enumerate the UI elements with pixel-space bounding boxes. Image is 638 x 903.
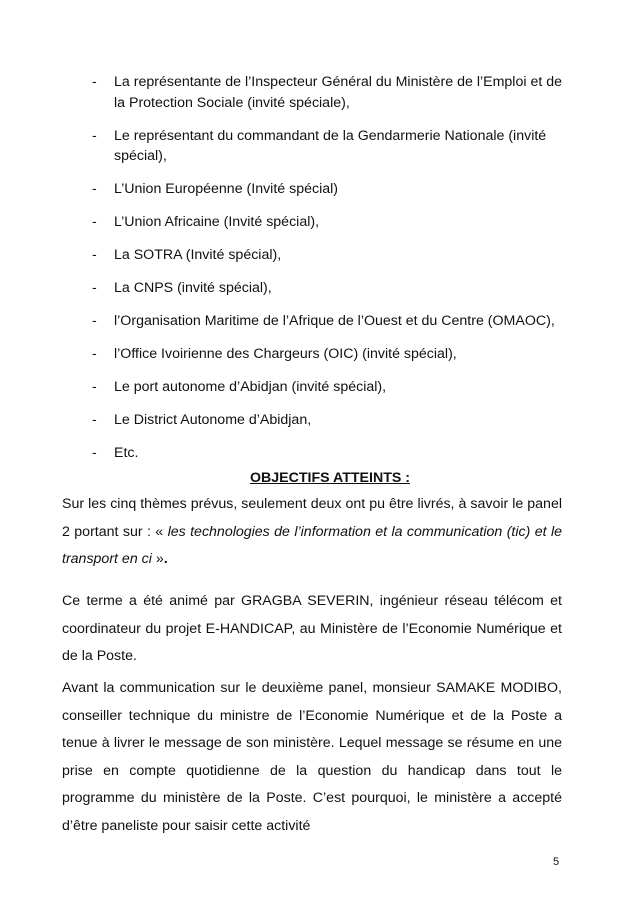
list-item-text: La représentante de l’Inspecteur Général du Ministère de l’Emploi et de la Protection Sociale (invité spéciale), <box>114 74 562 111</box>
paragraph-ministry: Avant la communication sur le deuxième panel, monsieur SAMAKE MODIBO, conseiller technique du ministre de l’Economie Numérique et de la Poste a tenue à livrer le message de son ministère. Lequel message se résume en une prise en compte quotidienne de la question du handicap dans tout le programme du ministère de la Poste. C’est pourquoi, le ministère a accepté d’être paneliste pour saisir cette activité <box>62 680 562 834</box>
paragraph-quote: les technologies de l’information et la communication (tic) et le transport en ci <box>62 523 562 568</box>
quote-close: » <box>155 551 164 568</box>
page-number: 5 <box>553 856 560 868</box>
list-item-text: Le District Autonome d’Abidjan, <box>114 412 312 428</box>
paragraph-end: . <box>163 551 168 568</box>
list-item <box>92 443 562 464</box>
list-item <box>92 344 562 365</box>
list-item <box>92 278 562 299</box>
list-item <box>92 410 562 431</box>
list-bullet: - <box>92 445 97 461</box>
list-item <box>92 72 562 113</box>
list-bullet: - <box>92 247 97 263</box>
list-item-text: l’Office Ivoirienne des Chargeurs (OIC) (invité spécial), <box>114 346 457 362</box>
list-item <box>92 377 562 398</box>
list-bullet: - <box>92 412 97 428</box>
list-bullet: - <box>92 280 97 296</box>
list-item-text: Etc. <box>114 445 139 461</box>
paragraph-animator: Ce terme a été animé par GRAGBA SEVERIN, ingénieur réseau télécom et coordinateur du projet E-HANDICAP, au Ministère de l’Economie Numérique et de la Poste. <box>62 593 562 665</box>
list-bullet: - <box>92 379 97 395</box>
paragraph-objectives <box>62 491 562 574</box>
section-heading: OBJECTIFS ATTEINTS : <box>249 470 410 486</box>
list-bullet: - <box>92 127 97 144</box>
paragraph-lead: Sur les cinq thèmes prévus, seulement deux ont pu être livrés, à savoir le panel 2 portant sur : « <box>62 496 562 540</box>
list-item <box>92 212 562 233</box>
list-bullet: - <box>92 214 97 230</box>
guest-list <box>92 72 562 476</box>
list-item <box>92 126 562 167</box>
list-bullet: - <box>92 313 97 329</box>
list-item-text: Le port autonome d’Abidjan (invité spécial), <box>114 379 387 395</box>
list-item-text: La SOTRA (Invité spécial), <box>114 247 282 263</box>
list-item <box>92 245 562 266</box>
list-item <box>92 179 562 200</box>
list-bullet: - <box>92 74 97 90</box>
list-item-text: L’Union Africaine (Invité spécial), <box>114 214 320 230</box>
list-item-text: Le représentant du commandant de la Gendarmerie Nationale (invité spécial), <box>114 127 547 164</box>
list-item-text: l’Organisation Maritime de l’Afrique de l’Ouest et du Centre (OMAOC), <box>114 313 555 329</box>
list-bullet: - <box>92 181 97 197</box>
list-bullet: - <box>92 346 97 362</box>
list-item <box>92 311 562 332</box>
list-item-text: L’Union Européenne (Invité spécial) <box>114 181 338 197</box>
list-item-text: La CNPS (invité spécial), <box>114 280 272 296</box>
